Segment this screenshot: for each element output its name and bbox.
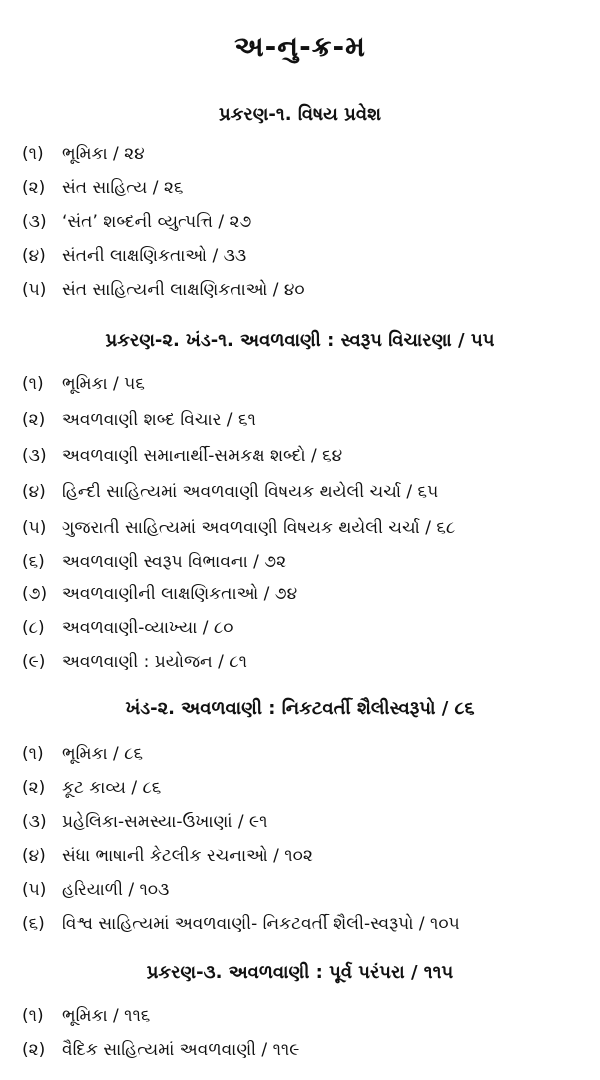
item-text: સંત સાહિત્ય / ૨૬ <box>62 178 184 198</box>
item-text: ‘સંત’ શબ્દની વ્યુત્પત્તિ / ૨૭ <box>62 212 252 232</box>
item-text: અવળવાણી સમાનાર્થી-સમકક્ષ શબ્દો / ૬૪ <box>62 446 343 466</box>
item-number: (૪) <box>22 246 46 266</box>
item-number: (૩) <box>22 212 47 232</box>
list-item <box>22 246 590 266</box>
list-item <box>22 374 590 394</box>
item-number: (૮) <box>22 618 45 638</box>
item-text: ગુજરાતી સાહિત્યમાં અવળવાણી વિષયક થયેલી ચર્ચા / ૬૮ <box>62 518 456 538</box>
list-item <box>22 584 590 604</box>
item-number: (૧) <box>22 744 44 764</box>
item-number: (૨) <box>22 178 46 198</box>
list-item <box>22 812 590 832</box>
item-number: (૫) <box>22 518 47 538</box>
item-text: સંતની લાક્ષણિકતાઓ / ૩૩ <box>62 246 247 266</box>
list-item <box>22 618 590 638</box>
item-text: અવળવાણી સ્વરૂપ વિભાવના / ૭૨ <box>62 552 287 572</box>
item-text: સંત સાહિત્યની લાક્ષણિકતાઓ / ૪૦ <box>62 280 305 300</box>
list-item <box>22 846 590 866</box>
item-text: અવળવાણીની લાક્ષણિકતાઓ / ૭૪ <box>62 584 298 604</box>
item-text: કૂટ કાવ્ય / ૮૬ <box>62 778 162 798</box>
list-item <box>22 280 590 300</box>
list-item <box>22 778 590 798</box>
item-text: ભૂમિકા / ૨૪ <box>62 144 145 164</box>
item-number: (૬) <box>22 552 45 572</box>
section-heading: ખંડ-૨. અવળવાણી : નિકટવર્તી શૈલીસ્વરૂપો / ૮૬ <box>125 698 475 719</box>
item-number: (૩) <box>22 446 47 466</box>
item-number: (૨) <box>22 1040 46 1060</box>
item-number: (૫) <box>22 280 47 300</box>
item-number: (૭) <box>22 584 48 604</box>
section-heading: પ્રકરણ-૩. અવળવાણી : પૂર્વ પરંપરા / ૧૧૫ <box>146 962 454 983</box>
item-number: (૪) <box>22 846 46 866</box>
item-number: (૫) <box>22 880 47 900</box>
page-title: અ-નુ-ક્ર-મ <box>234 30 366 63</box>
item-text: વૈદિક સાહિત્યમાં અવળવાણી / ૧૧૯ <box>62 1040 300 1060</box>
list-item <box>22 880 590 900</box>
item-number: (૩) <box>22 812 47 832</box>
item-number: (૨) <box>22 410 46 430</box>
item-text: હિન્દી સાહિત્યમાં અવળવાણી વિષયક થયેલી ચર્ચા / ૬૫ <box>62 482 439 502</box>
item-number: (૬) <box>22 914 45 934</box>
list-item <box>22 1040 590 1060</box>
section-heading: પ્રકરણ-૨. ખંડ-૧. અવળવાણી : સ્વરૂપ વિચારણા / ૫૫ <box>105 330 495 351</box>
list-item <box>22 744 590 764</box>
item-number: (૨) <box>22 778 46 798</box>
list-item <box>22 552 590 572</box>
item-text: સંધા ભાષાની કેટલીક રચનાઓ / ૧૦૨ <box>62 846 313 866</box>
list-item <box>22 410 590 430</box>
list-item <box>22 144 590 164</box>
item-text: અવળવાણી : પ્રયોજન / ૮૧ <box>62 652 247 672</box>
item-number: (૧) <box>22 144 44 164</box>
item-text: પ્રહેલિકા-સમસ્યા-ઉખાણાં / ૯૧ <box>62 812 268 832</box>
list-item <box>22 482 590 502</box>
item-number: (૧) <box>22 374 44 394</box>
item-number: (૪) <box>22 482 46 502</box>
item-number: (૧) <box>22 1006 44 1026</box>
list-item <box>22 446 590 466</box>
item-text: ભૂમિકા / ૫૬ <box>62 374 145 394</box>
item-text: ભૂમિકા / ૮૬ <box>62 744 144 764</box>
item-text: વિશ્વ સાહિત્યમાં અવળવાણી- નિકટવર્તી શૈલી-સ્વરૂપો / ૧૦૫ <box>62 914 460 934</box>
list-item <box>22 518 590 538</box>
list-item <box>22 212 590 232</box>
list-item <box>22 652 590 672</box>
list-item <box>22 914 590 934</box>
section-heading: પ્રકરણ-૧. વિષય પ્રવેશ <box>219 104 381 125</box>
item-number: (૯) <box>22 652 46 672</box>
list-item <box>22 178 590 198</box>
item-text: અવળવાણી-વ્યાખ્યા / ૮૦ <box>62 618 234 638</box>
item-text: હરિયાળી / ૧૦૩ <box>62 880 170 900</box>
item-text: અવળવાણી શબ્દ વિચાર / ૬૧ <box>62 410 256 430</box>
list-item <box>22 1006 590 1026</box>
item-text: ભૂમિકા / ૧૧૬ <box>62 1006 151 1026</box>
